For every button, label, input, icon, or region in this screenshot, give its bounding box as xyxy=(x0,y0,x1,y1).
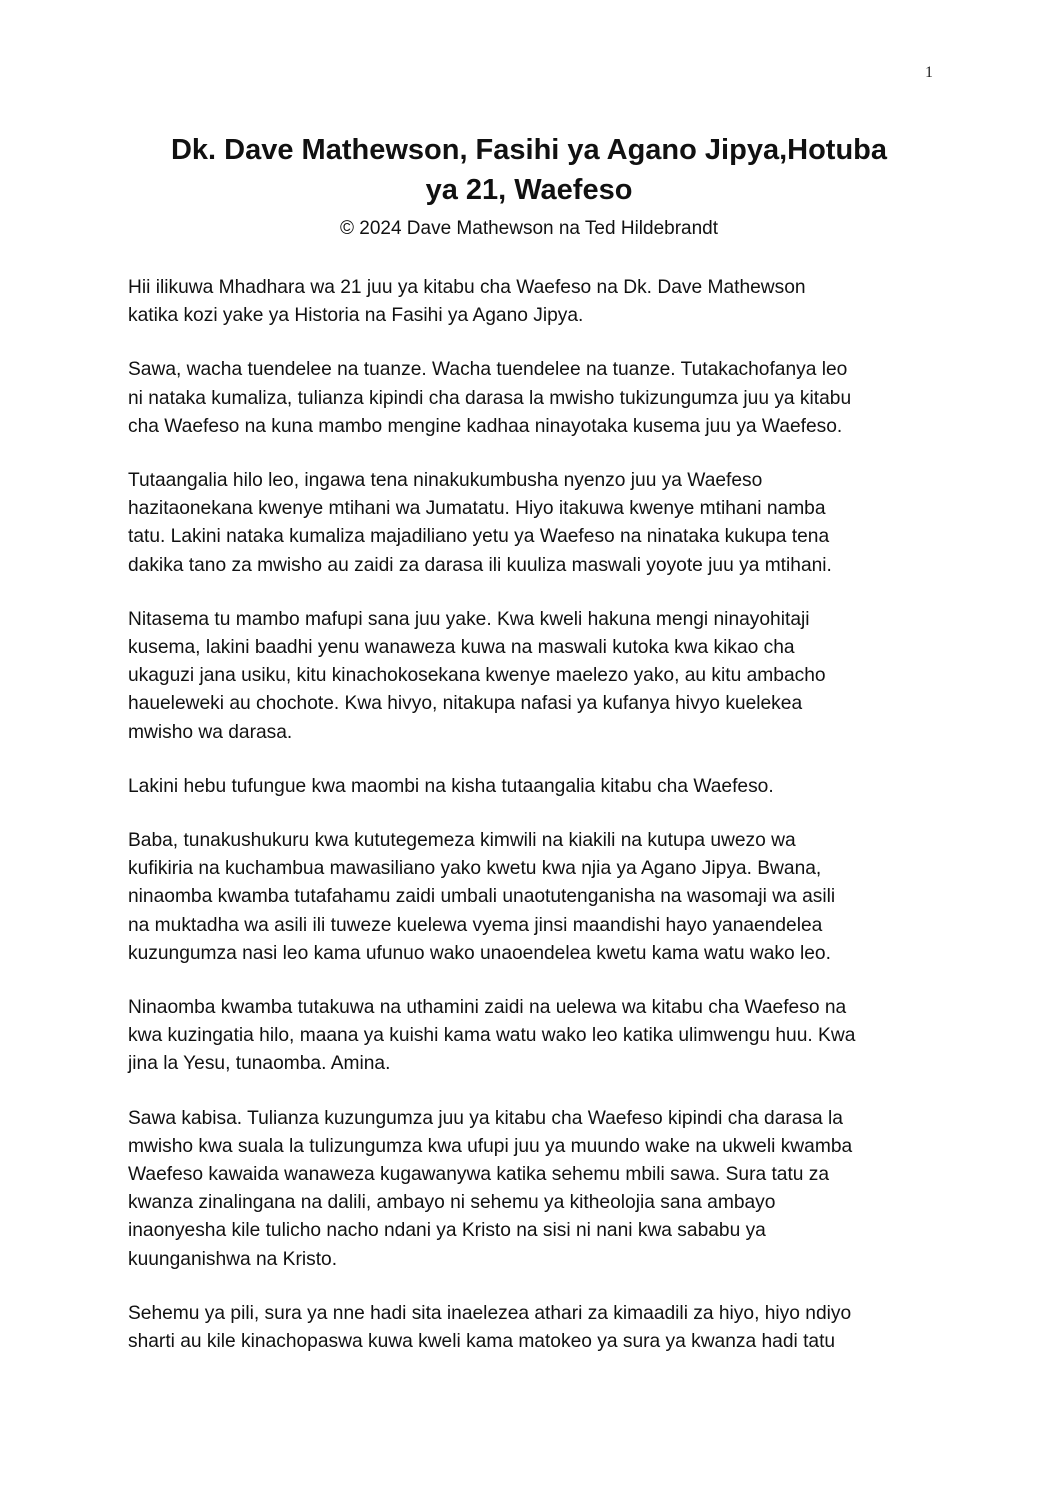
text-line: Sawa kabisa. Tulianza kuzungumza juu ya kitabu cha Waefeso kipindi cha darasa la xyxy=(128,1107,843,1129)
text-line: hazitaonekana kwenye mtihani wa Jumatatu. Hiyo itakuwa kwenye mtihani namba xyxy=(128,498,826,520)
paragraph-intro xyxy=(128,274,930,330)
paragraph-prayer xyxy=(128,827,930,968)
text-line: inaonyesha kile tulicho nacho ndani ya Kristo na sisi ni nani kwa sababu ya xyxy=(128,1220,766,1242)
title-line: Dk. Dave Mathewson, Fasihi ya Agano Jipya,Hotuba xyxy=(170,134,888,166)
document-body xyxy=(128,274,930,1382)
paragraph xyxy=(128,356,930,441)
paragraph xyxy=(128,606,930,747)
text-line: Sehemu ya pili, sura ya nne hadi sita inaelezea athari za kimaadili za hiyo, hiyo ndiyo xyxy=(128,1302,852,1324)
text-line: ukaguzi jana usiku, kitu kinachokosekana kwenye maelezo yako, au kitu ambacho xyxy=(128,665,826,687)
text-line: kwa kuzingatia hilo, maana ya kuishi kama watu wako leo katika ulimwengu huu. Kwa xyxy=(128,1025,856,1047)
text-line: dakika tano za mwisho au zaidi za darasa ili kuuliza maswali yoyote juu ya mtihani. xyxy=(128,554,832,576)
text-line: mwisho wa darasa. xyxy=(128,721,293,743)
text-line: cha Waefeso na kuna mambo mengine kadhaa ninayotaka kusema juu ya Waefeso. xyxy=(128,415,843,437)
text-line: kuzungumza nasi leo kama ufunuo wako unaoendelea kwetu kama watu wako leo. xyxy=(128,942,831,964)
paragraph xyxy=(128,467,930,580)
text-line: ni nataka kumaliza, tulianza kipindi cha darasa la mwisho tukizungumza juu ya kitabu xyxy=(128,387,852,409)
copyright-notice: © 2024 Dave Mathewson na Ted Hildebrandt xyxy=(339,218,719,239)
text-line: Hii ilikuwa Mhadhara wa 21 juu ya kitabu cha Waefeso na Dk. Dave Mathewson xyxy=(128,277,806,298)
text-line: mwisho kwa suala la tulizungumza kwa ufupi juu ya muundo wake na ukweli kwamba xyxy=(128,1135,853,1157)
text-line: kusema, lakini baadhi yenu wanaweza kuwa na maswali kutoka kwa kikao cha xyxy=(128,637,795,659)
text-line: na muktadha wa asili ili tuweze kuelewa vyema jinsi maandishi hayo yanaendelea xyxy=(128,914,823,936)
title-line: ya 21, Waefeso xyxy=(425,174,633,206)
text-line: kuunganishwa na Kristo. xyxy=(128,1248,338,1270)
text-line: Tutaangalia hilo leo, ingawa tena ninakukumbusha nyenzo juu ya Waefeso xyxy=(128,470,763,492)
text-line: katika kozi yake ya Historia na Fasihi ya Agano Jipya. xyxy=(128,305,584,327)
text-line: tatu. Lakini nataka kumaliza majadiliano yetu ya Waefeso na ninataka kukupa tena xyxy=(128,526,830,548)
text-line: jina la Yesu, tunaomba. Amina. xyxy=(128,1053,391,1075)
text-line: Lakini hebu tufungue kwa maombi na kisha tutaangalia kitabu cha Waefeso. xyxy=(128,775,774,797)
paragraph xyxy=(128,1300,930,1356)
paragraph xyxy=(128,1105,930,1274)
text-line: ninaomba kwamba tutafahamu zaidi umbali unaotutenganisha na wasomaji wa asili xyxy=(128,886,836,908)
text-line: Sawa, wacha tuendelee na tuanze. Wacha tuendelee na tuanze. Tutakachofanya leo xyxy=(128,359,848,381)
text-line: kufikiria na kuchambua mawasiliano yako kwetu kwa njia ya Agano Jipya. Bwana, xyxy=(128,858,822,880)
text-line: Nitasema tu mambo mafupi sana juu yake. Kwa kweli hakuna mengi ninayohitaji xyxy=(128,608,810,630)
text-line: sharti au kile kinachopaswa kuwa kweli kama matokeo ya sura ya kwanza hadi tatu xyxy=(128,1331,836,1353)
text-line: Waefeso kawaida wanaweza kugawanywa katika sehemu mbili sawa. Sura tatu za xyxy=(128,1164,830,1186)
text-line: Ninaomba kwamba tutakuwa na uthamini zaidi na uelewa wa kitabu cha Waefeso na xyxy=(128,997,847,1019)
page-number: 1 xyxy=(925,64,933,81)
title-block xyxy=(128,130,930,242)
text-line: haueleweki au chochote. Kwa hivyo, nitakupa nafasi ya kufanya hivyo kuelekea xyxy=(128,693,803,715)
document-title xyxy=(128,130,930,210)
paragraph xyxy=(128,773,930,801)
paragraph-prayer xyxy=(128,994,930,1079)
text-line: kwanza zinalingana na dalili, ambayo ni sehemu ya kitheolojia sana ambayo xyxy=(128,1192,776,1214)
text-line: Baba, tunakushukuru kwa kututegemeza kimwili na kiakili na kutupa uwezo wa xyxy=(128,830,796,852)
